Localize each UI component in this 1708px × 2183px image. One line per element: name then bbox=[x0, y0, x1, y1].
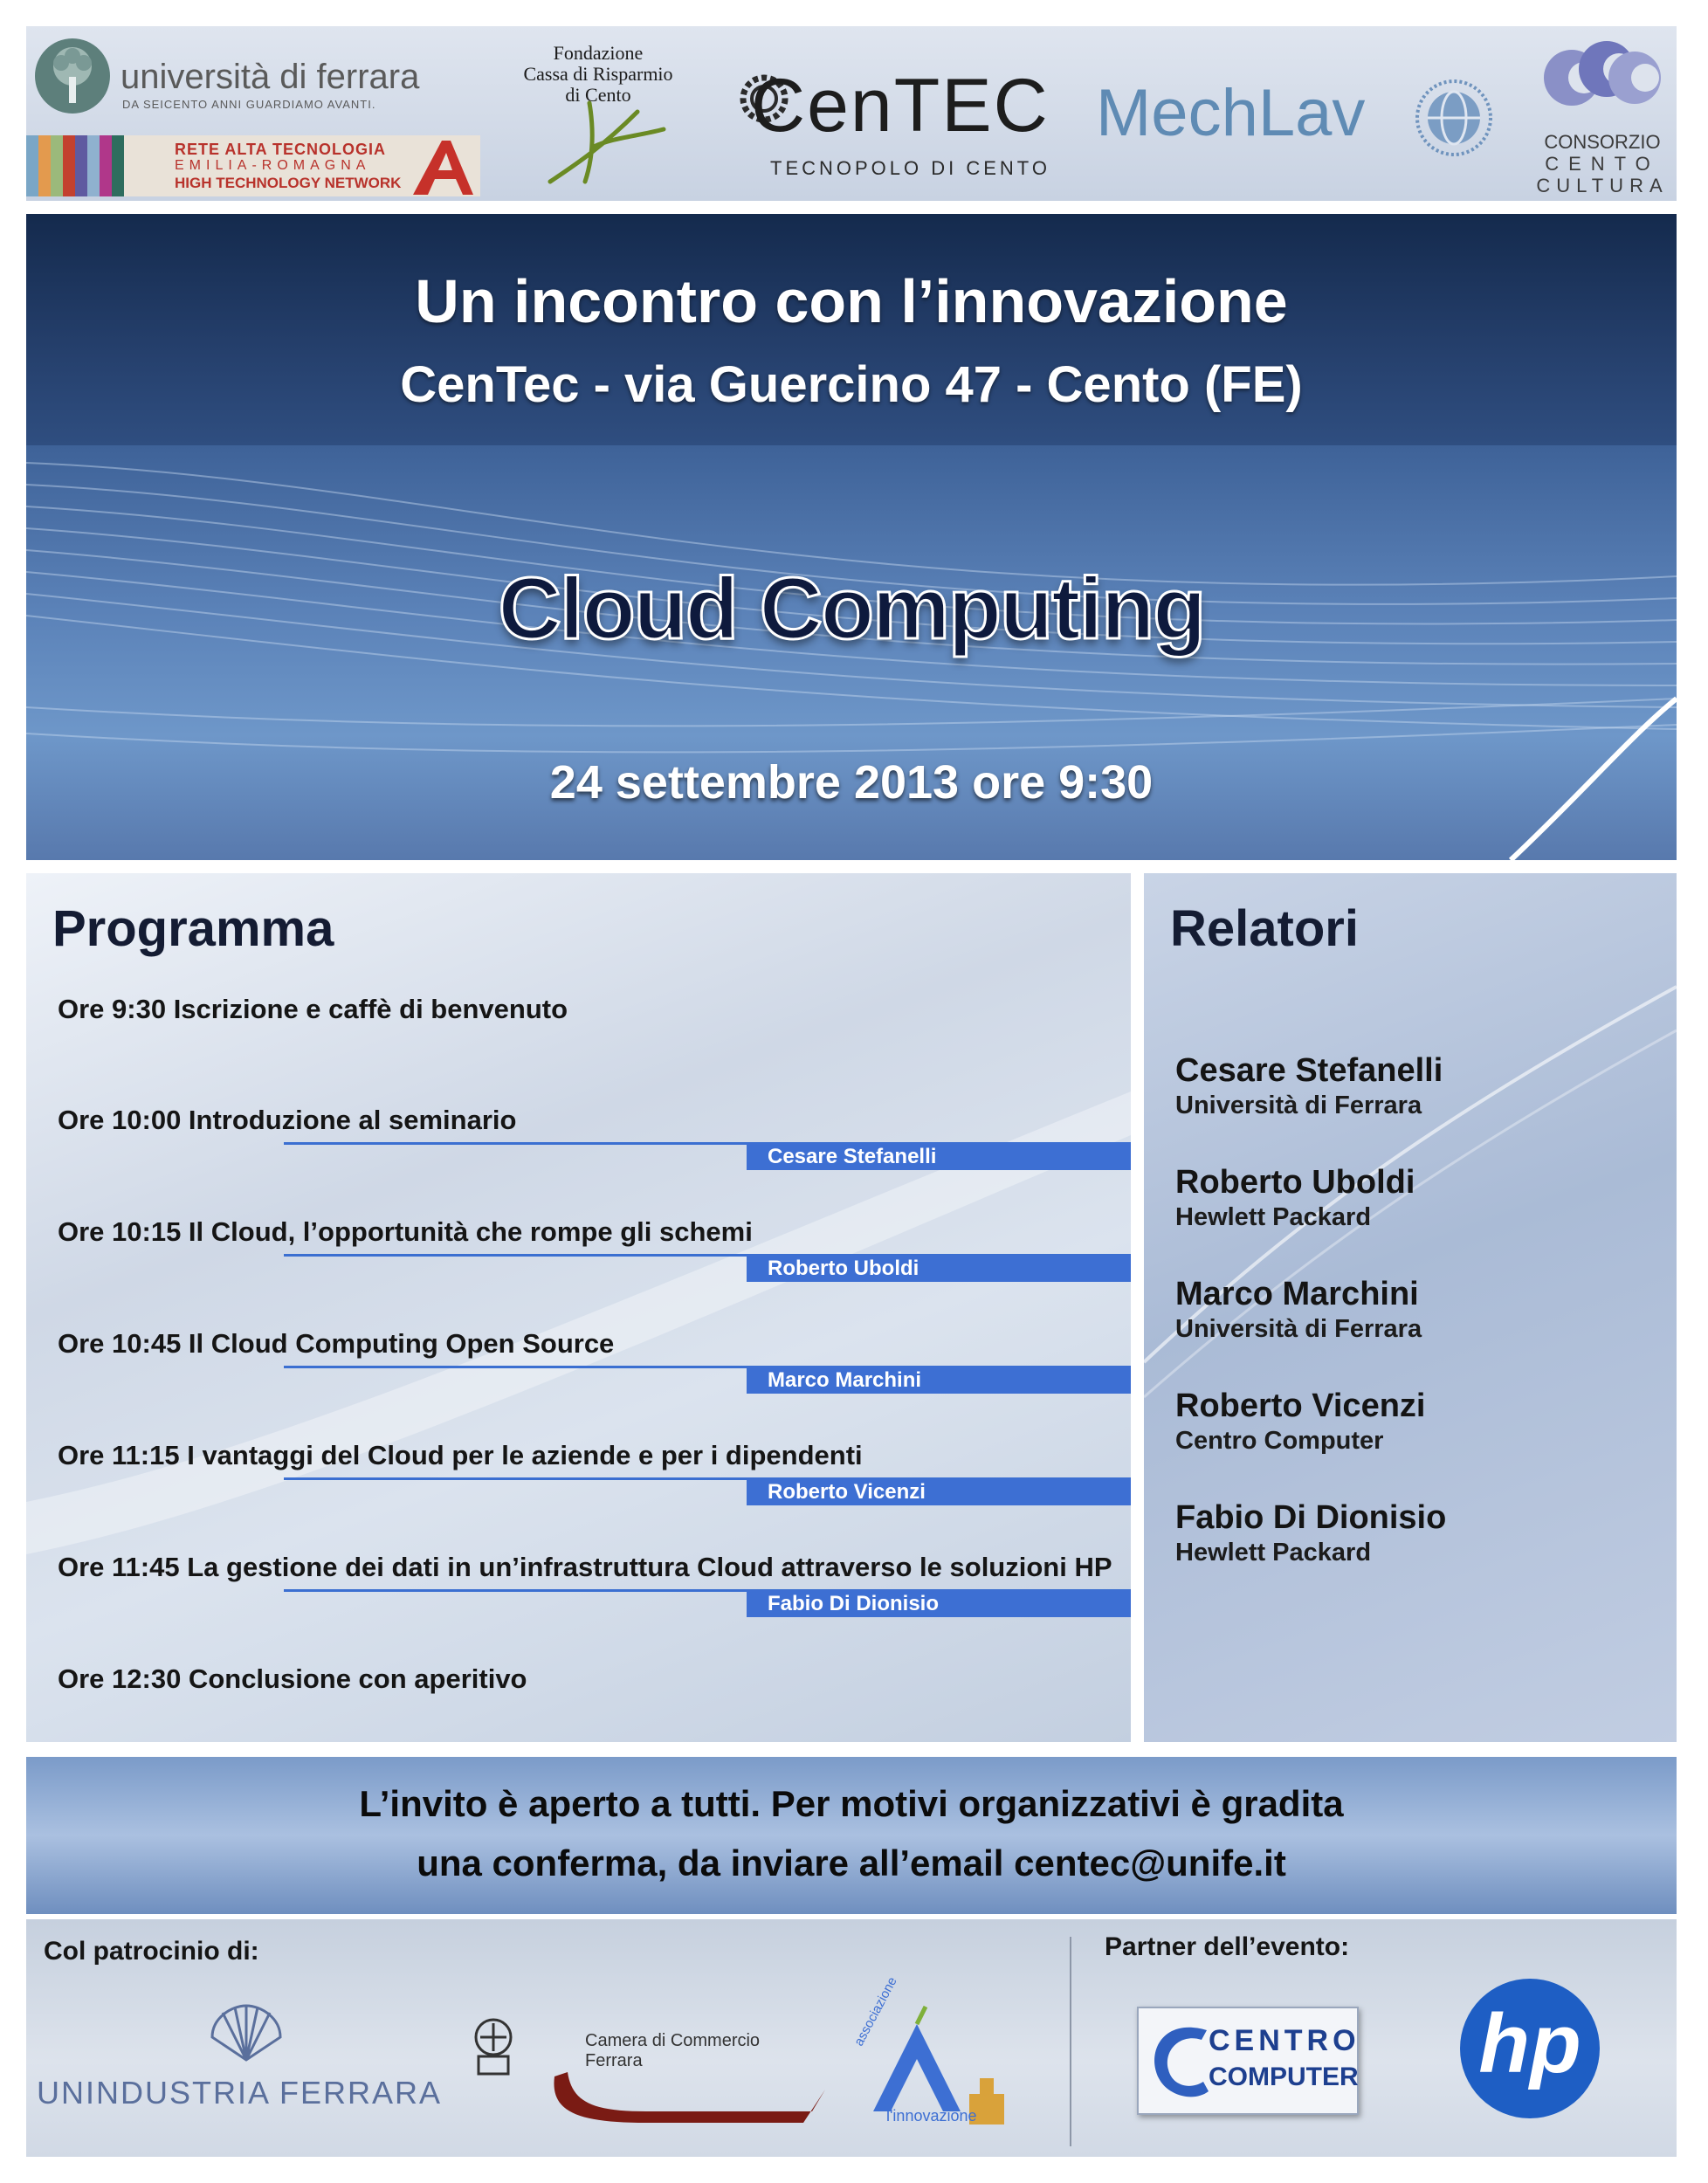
letter-a-icon bbox=[409, 137, 479, 196]
unindustria-logo: UNINDUSTRIA FERRARA bbox=[37, 2075, 443, 2111]
speaker-tag: Roberto Uboldi bbox=[747, 1255, 1131, 1282]
centec-sub: TECNOPOLO DI CENTO bbox=[770, 157, 1050, 179]
c-mark-icon bbox=[1146, 2017, 1216, 2104]
event-title: Un incontro con l’innovazione bbox=[415, 267, 1288, 335]
tree-icon bbox=[33, 37, 112, 115]
relatori-panel bbox=[1144, 873, 1677, 1742]
centro-computer-logo bbox=[1137, 2007, 1359, 2115]
centec-logo bbox=[733, 51, 1065, 190]
camera-commercio-line2: Ferrara bbox=[585, 2051, 643, 2070]
signature-icon bbox=[541, 94, 672, 190]
speaker-name: Roberto Vicenzi bbox=[1175, 1388, 1426, 1424]
hp-logo bbox=[1460, 1979, 1600, 2118]
rete-alta-tecnologia-logo: RETE ALTA TECNOLOGIA EMILIA-ROMAGNA HIGH TECHNOLOGY NETWORK bbox=[26, 135, 480, 196]
unife-logo bbox=[33, 37, 112, 119]
relatori-title: Relatori bbox=[1170, 900, 1359, 957]
invite-band bbox=[26, 1757, 1677, 1914]
programma-panel bbox=[26, 873, 1131, 1742]
emblem-icon bbox=[463, 2011, 524, 2081]
schedule-item-1230: Ore 12:30 Conclusione con aperitivo bbox=[58, 1663, 527, 1694]
programma-title: Programma bbox=[52, 900, 334, 957]
schedule-item-1045: Ore 10:45 Il Cloud Computing Open Source bbox=[58, 1328, 615, 1359]
schedule-item-0930: Ore 9:30 Iscrizione e caffè di benvenuto bbox=[58, 994, 568, 1024]
centro-computer-line2: COMPUTER bbox=[1209, 2062, 1359, 2091]
speaker-affiliation: Hewlett Packard bbox=[1175, 1203, 1372, 1231]
hp-logo-text: hp bbox=[1478, 1997, 1581, 2090]
speaker-tag: Roberto Vicenzi bbox=[747, 1478, 1131, 1505]
speaker-tag: Cesare Stefanelli bbox=[747, 1143, 1131, 1170]
logo-band bbox=[26, 26, 1677, 201]
speaker-tag: Fabio Di Dionisio bbox=[747, 1590, 1131, 1617]
centec-name: CenTEC bbox=[751, 64, 1050, 148]
globe-icon bbox=[1406, 70, 1502, 166]
schedule-item-1115: Ore 11:15 I vantaggi del Cloud per le aziende e per i dipendenti bbox=[58, 1440, 863, 1470]
sponsor-band bbox=[26, 1919, 1677, 2157]
sponsor-divider bbox=[1070, 1937, 1071, 2146]
associazione-line2: l'innovazione bbox=[886, 2107, 977, 2124]
fondazione-cassa-logo: Fondazione Cassa di Risparmio di Cento bbox=[515, 42, 681, 199]
unife-name: università di ferrara bbox=[121, 58, 420, 96]
boat-icon bbox=[541, 2063, 830, 2129]
unife-tagline: DA SEICENTO ANNI GUARDIAMO AVANTI. bbox=[122, 98, 376, 111]
partner-label: Partner dell’evento: bbox=[1105, 1932, 1350, 1961]
event-location: CenTec - via Guercino 47 - Cento (FE) bbox=[400, 356, 1303, 413]
hero-band bbox=[26, 445, 1677, 860]
speaker-affiliation: Università di Ferrara bbox=[1175, 1315, 1422, 1343]
hero-title: Cloud Computing bbox=[498, 560, 1205, 658]
mechlav-logo: MechLav bbox=[1096, 76, 1366, 150]
speaker-affiliation: Hewlett Packard bbox=[1175, 1539, 1372, 1567]
speaker-name: Cesare Stefanelli bbox=[1175, 1052, 1443, 1089]
invite-text-line1: L’invito è aperto a tutti. Per motivi organizzativi è gradita bbox=[359, 1783, 1344, 1824]
title-band bbox=[26, 214, 1677, 445]
speaker-affiliation: Centro Computer bbox=[1175, 1427, 1384, 1455]
ccc-mark-icon bbox=[1537, 30, 1668, 126]
shell-icon bbox=[205, 2002, 288, 2063]
speaker-name: Fabio Di Dionisio bbox=[1175, 1499, 1447, 1536]
associazione-line1: associazione bbox=[851, 1974, 900, 2049]
invite-text-line2: una conferma, da inviare all’email centec@unife.it bbox=[417, 1842, 1286, 1883]
schedule-item-1015: Ore 10:15 Il Cloud, l’opportunità che rompe gli schemi bbox=[58, 1216, 753, 1247]
speaker-tag: Marco Marchini bbox=[747, 1367, 1131, 1394]
speaker-name: Marco Marchini bbox=[1175, 1276, 1419, 1312]
ccc-logo: CONSORZIO CENTO CULTURA bbox=[1528, 30, 1677, 200]
centro-computer-line1: CENTRO bbox=[1209, 2024, 1360, 2057]
schedule-item-1145: Ore 11:45 La gestione dei dati in un’infrastruttura Cloud attraverso le soluzioni HP bbox=[58, 1552, 1112, 1582]
speaker-affiliation: Università di Ferrara bbox=[1175, 1092, 1422, 1119]
schedule-item-1000: Ore 10:00 Introduzione al seminario bbox=[58, 1105, 517, 1135]
event-date: 24 settembre 2013 ore 9:30 bbox=[549, 756, 1154, 809]
patrocinio-label: Col patrocinio di: bbox=[44, 1937, 259, 1966]
speaker-name: Roberto Uboldi bbox=[1175, 1164, 1415, 1201]
camera-commercio-line1: Camera di Commercio bbox=[585, 2031, 761, 2050]
